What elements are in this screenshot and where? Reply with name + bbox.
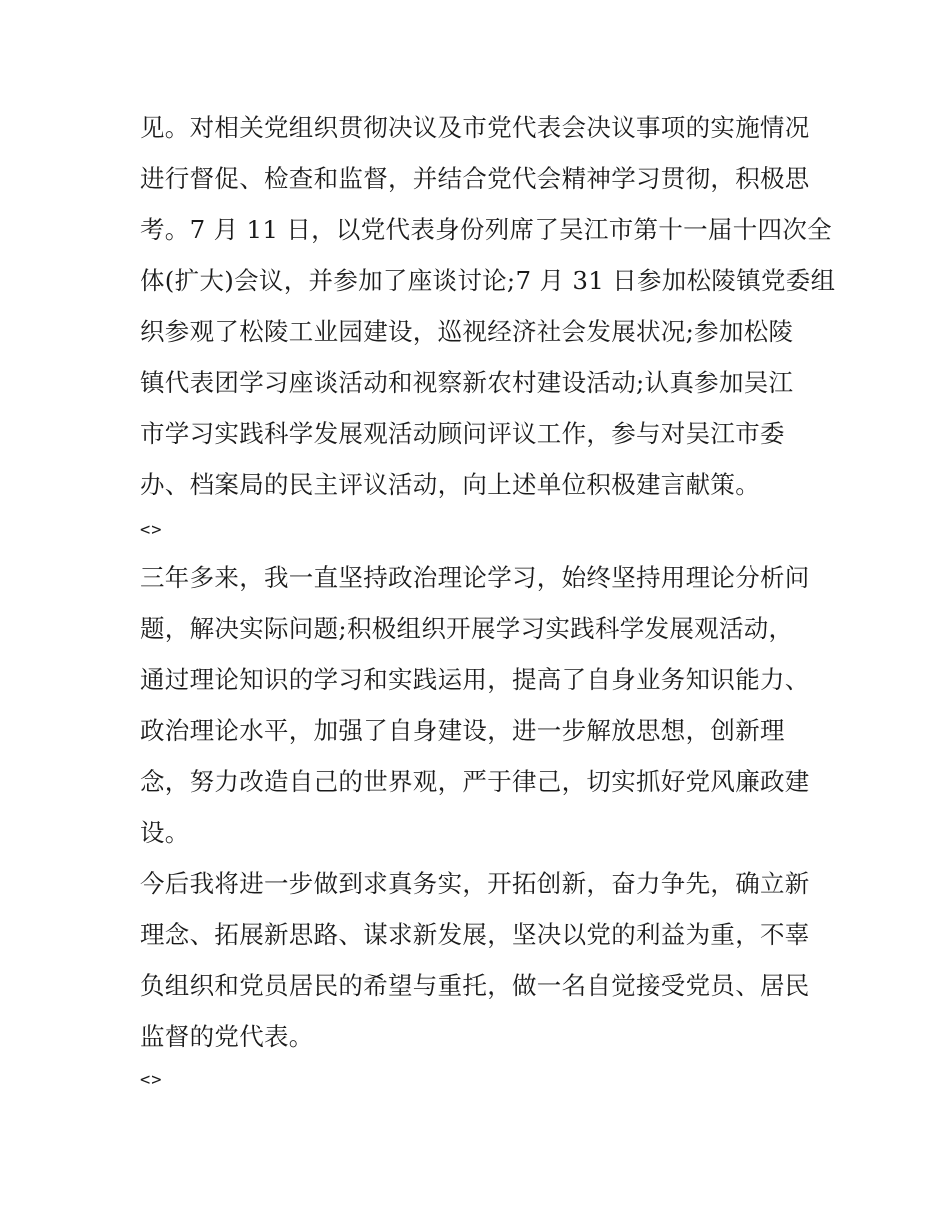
section-marker: <> xyxy=(140,1070,163,1090)
paragraph-line: 体(扩大)会议，并参加了座谈讨论;7 月 31 日参加松陵镇党委组 xyxy=(140,266,836,295)
paragraph-line: 镇代表团学习座谈活动和视察新农村建设活动;认真参加吴江 xyxy=(140,368,794,397)
paragraph-3 xyxy=(140,858,820,1062)
section-marker: <> xyxy=(140,520,163,540)
paragraph-line: 理念、拓展新思路、谋求新发展，坚决以党的利益为重，不辜 xyxy=(140,920,810,949)
paragraph-line: 通过理论知识的学习和实践运用，提高了自身业务知识能力、 xyxy=(140,665,810,694)
paragraph-line: 进行督促、检查和监督，并结合党代会精神学习贯彻，积极思 xyxy=(140,164,810,193)
paragraph-line: 考。7 月 11 日，以党代表身份列席了吴江市第十一届十四次全 xyxy=(140,215,832,244)
paragraph-line: 三年多来，我一直坚持政治理论学习，始终坚持用理论分析问 xyxy=(140,563,810,592)
paragraph-line: 政治理论水平，加强了自身建设，进一步解放思想，创新理 xyxy=(140,716,785,745)
paragraph-line: 设。 xyxy=(140,818,190,847)
paragraph-line: 见。对相关党组织贯彻决议及市党代表会决议事项的实施情况 xyxy=(140,113,810,142)
paragraph-line: 办、档案局的民主评议活动，向上述单位积极建言献策。 xyxy=(140,470,760,499)
paragraph-line: 市学习实践科学发展观活动顾问评议工作，参与对吴江市委 xyxy=(140,419,785,448)
paragraph-line: 今后我将进一步做到求真务实，开拓创新，奋力争先，确立新 xyxy=(140,869,810,898)
paragraph-2 xyxy=(140,552,820,858)
paragraph-1 xyxy=(140,102,836,510)
paragraph-line: 监督的党代表。 xyxy=(140,1022,314,1051)
paragraph-line: 负组织和党员居民的希望与重托，做一名自觉接受党员、居民 xyxy=(140,971,810,1000)
paragraph-line: 念，努力改造自己的世界观，严于律己，切实抓好党风廉政建 xyxy=(140,767,810,796)
paragraph-line: 织参观了松陵工业园建设，巡视经济社会发展状况;参加松陵 xyxy=(140,317,794,346)
paragraph-line: 题，解决实际问题;积极组织开展学习实践科学发展观活动， xyxy=(140,614,794,643)
